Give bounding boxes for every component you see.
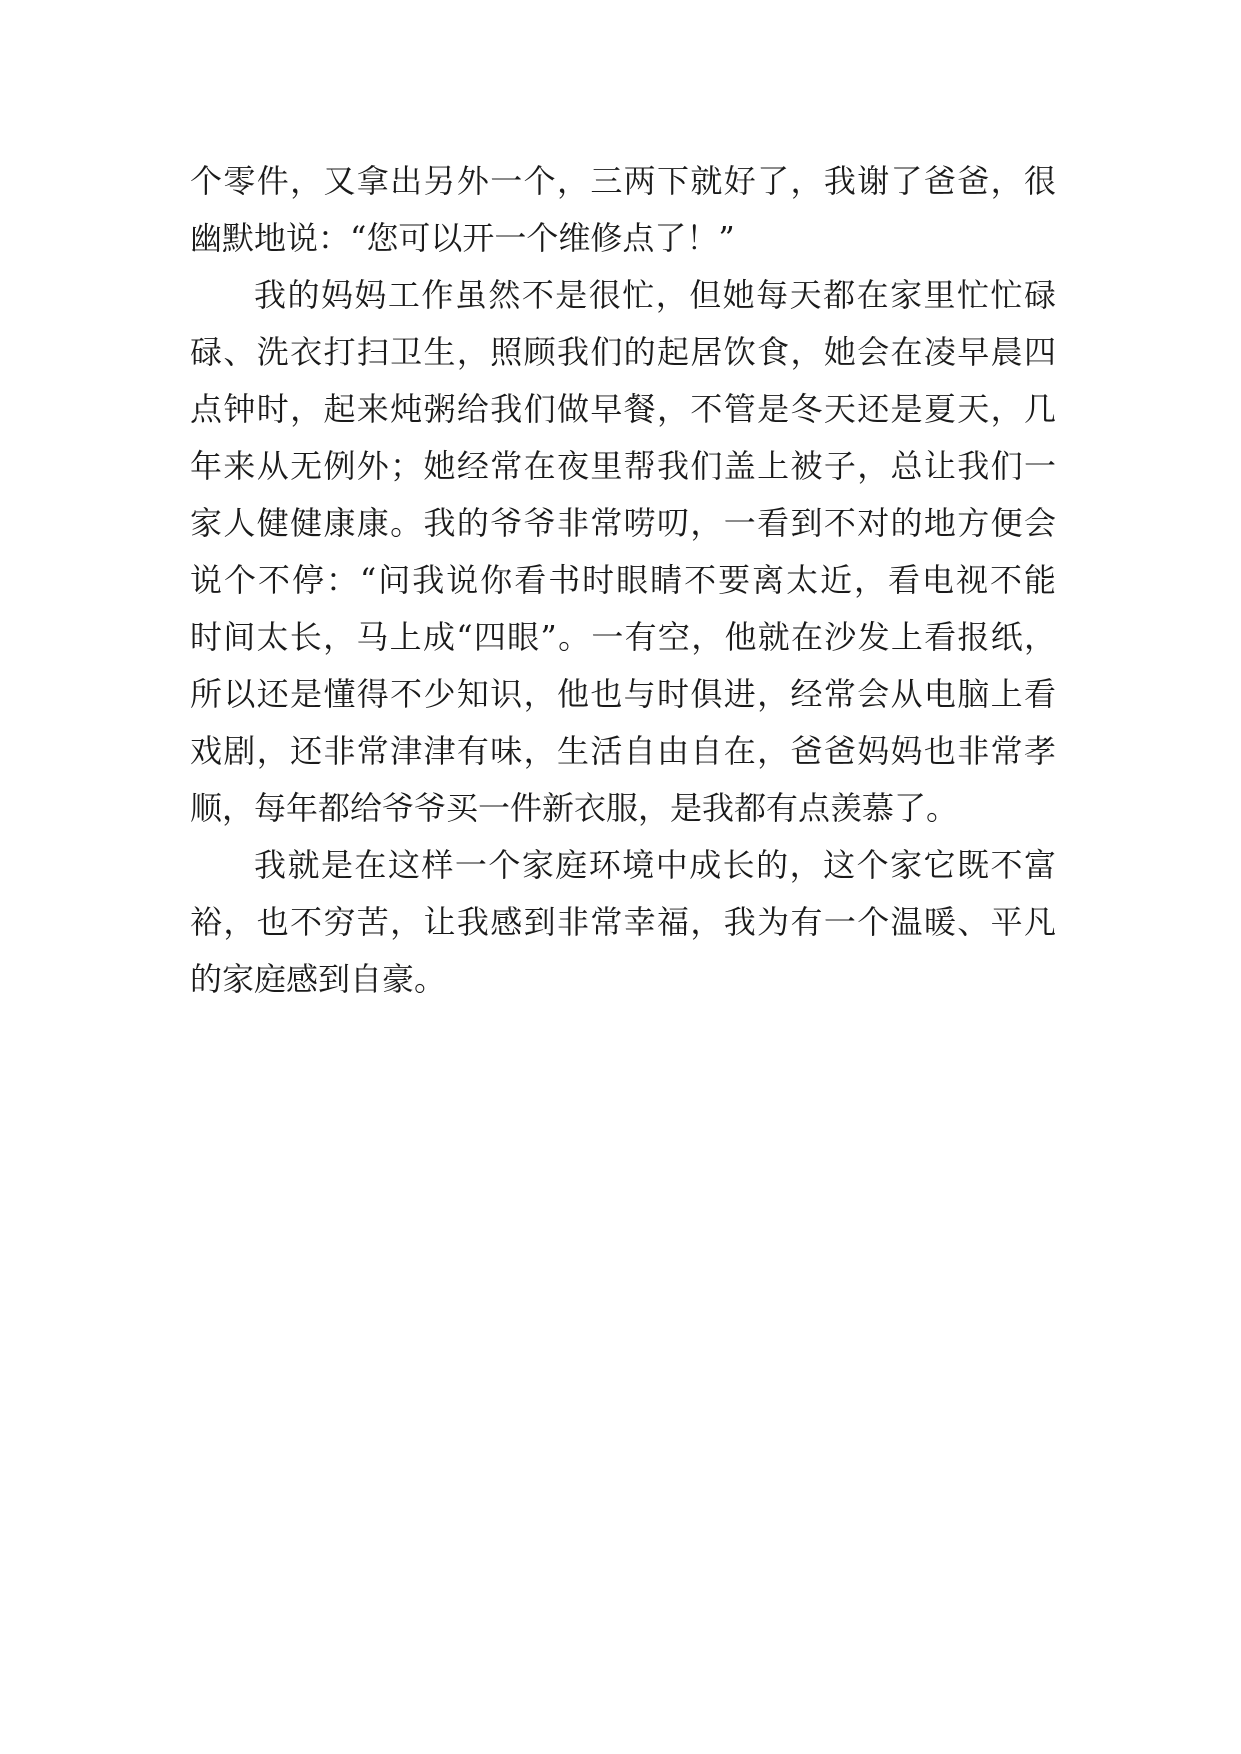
- text-line: 戏剧，还非常津津有味，生活自由自在，爸爸妈妈也非常孝: [190, 732, 1056, 770]
- text-line: 家人健健康康。我的爷爷非常唠叨，一看到不对的地方便会: [190, 504, 1056, 542]
- text-line: 说个不停：“问我说你看书时眼睛不要离太近，看电视不能: [190, 561, 1056, 599]
- text-line: 顺，每年都给爷爷买一件新衣服，是我都有点羡慕了。: [190, 789, 959, 827]
- text-line: 裕，也不穷苦，让我感到非常幸福，我为有一个温暖、平凡: [190, 903, 1056, 941]
- text-line: 年来从无例外；她经常在夜里帮我们盖上被子，总让我们一: [190, 447, 1056, 485]
- paragraph-start-line: 我就是在这样一个家庭环境中成长的，这个家它既不富: [254, 846, 1056, 884]
- text-line: 碌、洗衣打扫卫生，照顾我们的起居饮食，她会在凌早晨四: [190, 333, 1056, 371]
- text-line: 个零件，又拿出另外一个，三两下就好了，我谢了爸爸，很: [190, 162, 1056, 200]
- text-line: 所以还是懂得不少知识，他也与时俱进，经常会从电脑上看: [190, 675, 1056, 713]
- body-text: [190, 153, 1056, 1008]
- paragraph-start-line: 我的妈妈工作虽然不是很忙，但她每天都在家里忙忙碌: [254, 276, 1056, 314]
- text-line: 幽默地说：“您可以开一个维修点了！”: [190, 219, 735, 257]
- text-line: 的家庭感到自豪。: [190, 960, 447, 998]
- text-line: 时间太长，马上成“四眼”。一有空，他就在沙发上看报纸，: [190, 618, 1056, 656]
- text-line: 点钟时，起来炖粥给我们做早餐，不管是冬天还是夏天，几: [190, 390, 1056, 428]
